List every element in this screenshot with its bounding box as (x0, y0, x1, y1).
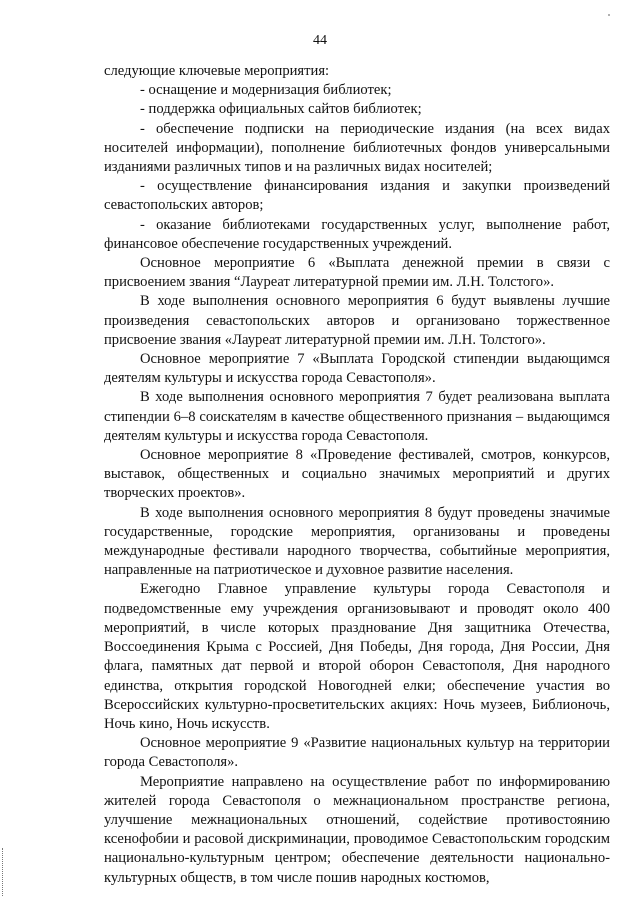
paragraph: В ходе выполнения основного мероприятия 7 будет реализована выплата стипендии 6–8 соискателям в качестве общественного признания – выдающимся деятелям культуры и искусства города Севастополя. (104, 389, 610, 444)
list-item: - оснащение и модернизация библиотек; (140, 82, 392, 99)
paragraph: В ходе выполнения основного мероприятия 8 будут проведены значимые государственные, городские мероприятия, организованы и проведены международные фестивали народного творчества, событийные мероприятия, направленные на патриотическое и духовное развитие населения. (104, 504, 610, 579)
paragraph: Основное мероприятие 7 «Выплата Городской стипендии выдающимся деятелям культуры и искусства города Севастополя». (104, 351, 610, 387)
paragraph: В ходе выполнения основного мероприятия 6 будут выявлены лучшие произведения севастопольских авторов и организовано торжественное присвоение звания «Лауреат литературной премии им. Л.Н. Толстого». (104, 293, 610, 348)
scan-edge-mark (2, 848, 4, 896)
page-number: 44 (313, 33, 327, 48)
document-body (104, 62, 610, 888)
paragraph: Мероприятие направлено на осуществление работ по информированию жителей города Севастополя о межнациональном пространстве региона, улучшение межнациональных отношений, содействие противостоянию ксенофобии и расовой дискриминации, проводимое Севастопольским городским национально-культурным центром; обеспечение деятельности национально-культурных обществ, в том числе пошив народных костюмов, (104, 773, 610, 886)
scan-dot (608, 14, 610, 16)
list-item: - осуществление финансирования издания и закупки произведений севастопольских авторов; (104, 178, 610, 214)
paragraph: Ежегодно Главное управление культуры города Севастополя и подведомственные ему учреждения организовывают и проводят около 400 мероприятий, в числе которых празднование Дня защитника Отечества, Воссоединения Крыма с Россией, Дня Победы, Дня города, Дня России, Дня флага, памятных дат первой и второй оборон Севастополя, Дня народного единства, открытия городской Новогодней елки; обеспечение участия во Всероссийских культурно-просветительских акциях: Ночь музеев, Библионочь, Ночь кино, Ночь искусств. (104, 581, 610, 732)
paragraph: следующие ключевые мероприятия: (104, 63, 330, 79)
paragraph: Основное мероприятие 6 «Выплата денежной премии в связи с присвоением звания “Лауреат литературной премии им. Л.Н. Толстого». (104, 255, 610, 291)
list-item: - поддержка официальных сайтов библиотек; (140, 101, 422, 118)
paragraph: Основное мероприятие 8 «Проведение фестивалей, смотров, конкурсов, выставок, общественных и социально значимых мероприятий и других творческих проектов». (104, 447, 610, 502)
list-item: - обеспечение подписки на периодические издания (на всех видах носителей информации), пополнение библиотечных фондов универсальными изданиями различных типов и на различных видах носителей; (104, 120, 610, 176)
list-item: - оказание библиотеками государственных услуг, выполнение работ, финансовое обеспечение государственных учреждений. (104, 216, 610, 252)
paragraph: Основное мероприятие 9 «Развитие национальных культур на территории города Севастополя». (104, 735, 610, 771)
